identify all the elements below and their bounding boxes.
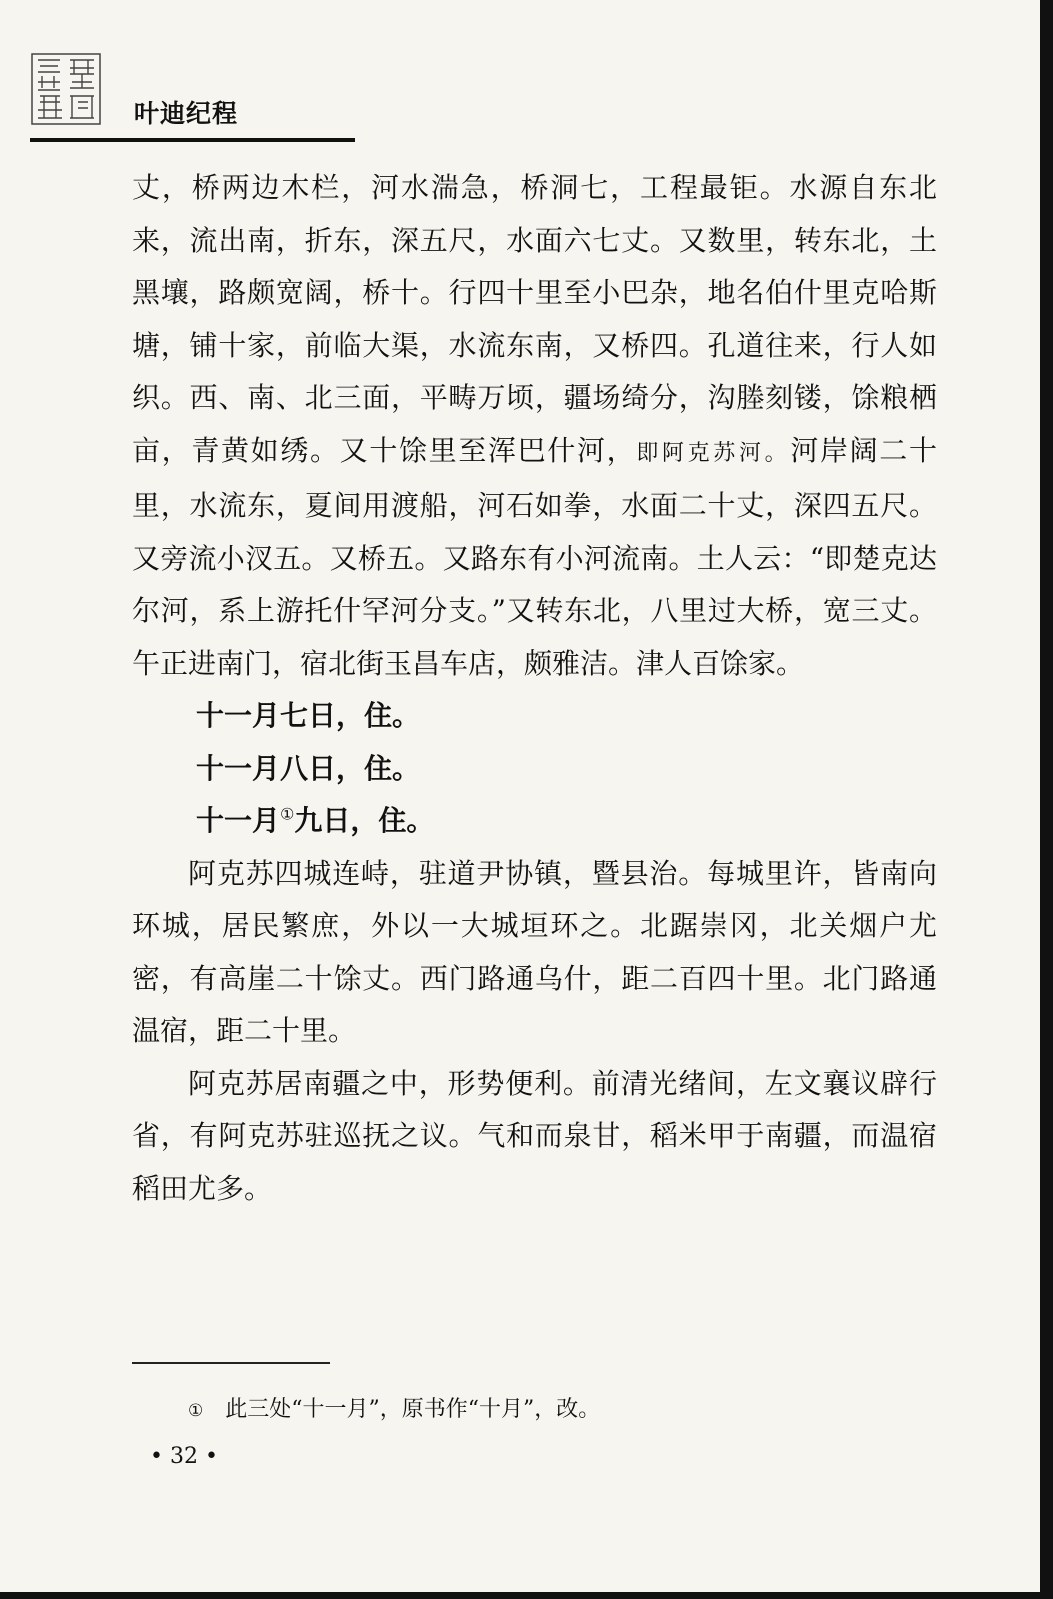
seal-logo-icon	[30, 52, 102, 126]
date-heading: 十一月七日，住。	[196, 699, 421, 732]
date-heading: 十一月八日，住。	[196, 751, 421, 785]
footnote-marker: ①	[280, 804, 295, 824]
paragraph: 阿克苏四城连峙，驻道尹协镇，暨县治。每城里许，皆南向环城，居民繁庶，外以一大城垣环之。北踞崇冈，北关烟户尤密，有高崖二十馀丈。西门路通乌什，距二百四十里。北门路通温宿，距二十里。	[132, 856, 937, 1047]
header-rule	[30, 138, 355, 142]
footnote	[188, 1392, 600, 1423]
paragraph-text: 河岸阔二十里，水流东，夏间用渡船，河石如拳，水面二十丈，深四五尺。又旁流小汊五。又桥五。又路东有小河流南。土人云：“即楚克达尔河，系上游托什罕河分支。”又转东北，八里过大桥，宽三丈。午正进南门，宿北街玉昌车店，颇雅洁。津人百馀家。	[132, 433, 937, 680]
footnote-number: ①	[188, 1401, 204, 1421]
footnote-rule	[132, 1362, 330, 1364]
paragraph-continued	[132, 162, 937, 690]
paragraph: 阿克苏居南疆之中，形势便利。前清光绪间，左文襄议辟行省，有阿克苏驻巡抚之议。气和而泉甘，稻米甲于南疆，而温宿稻田尤多。	[132, 1066, 937, 1205]
footnote-text: 此三处“十一月”，原书作“十月”，改。	[225, 1397, 601, 1422]
date-heading-text: 九日，住。	[294, 804, 435, 837]
paragraph-text: 丈，桥两边木栏，河水湍急，桥洞七，工程最钜。水源自东北来，流出南，折东，深五尺，水面六七丈。又数里，转东北，土黑壤，路颇宽阔，桥十。行四十里至小巴杂，地名伯什里克哈斯塘，铺十家，前临大渠，水流东南，又桥四。孔道往来，行人如织。西、南、北三面，平畴万顷，疆场绮分，沟塍刻镂，馀粮栖亩，青黄如绣。又十馀里至浑巴什河，	[132, 171, 937, 467]
inline-note: 即阿克苏河。	[636, 440, 791, 466]
scan-edge-bottom	[0, 1592, 1053, 1599]
page-number: • 32 •	[150, 1444, 218, 1469]
date-heading-text: 十一月	[196, 804, 281, 837]
running-header-title: 叶迪纪程	[134, 99, 239, 128]
scan-edge-right	[1040, 0, 1053, 1599]
date-heading	[132, 795, 937, 848]
main-text	[132, 162, 937, 1215]
